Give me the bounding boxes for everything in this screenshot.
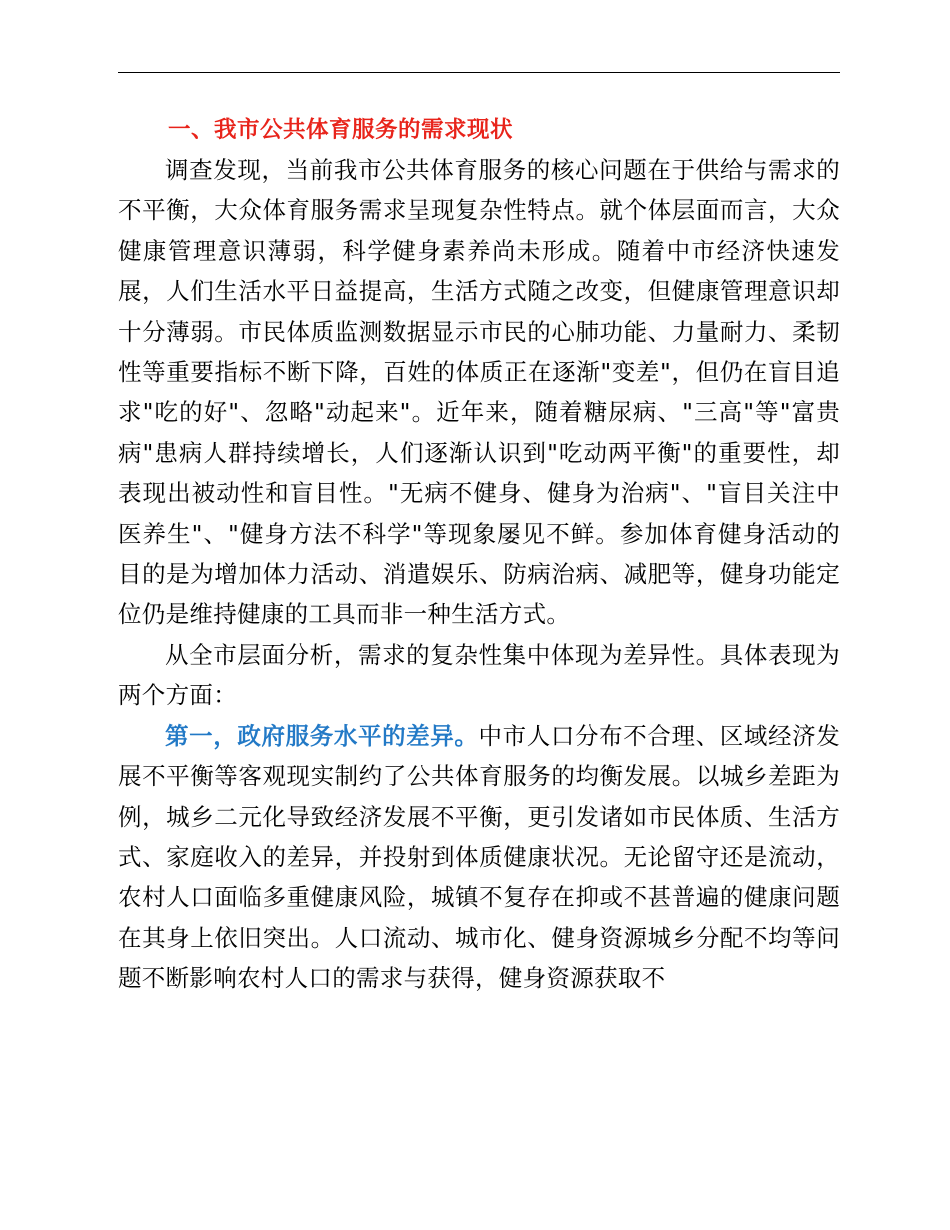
- paragraph-city-level: 从全市层面分析，需求的复杂性集中体现为差异性。具体表现为两个方面：: [118, 640, 840, 710]
- header-rule: [118, 72, 840, 73]
- section-heading: 一、我市公共体育服务的需求现状: [168, 117, 514, 143]
- paragraph-lead-phrase: 第一，政府服务水平的差异。: [165, 721, 479, 750]
- paragraph-body-text: 中市人口分布不合理、区域经济发展不平衡等客观现实制约了公共体育服务的均衡发展。以城乡差距为例，城乡二元化导致经济发展不平衡，更引发诸如市民体质、生活方式、家庭收入的差异，并投射到体质健康状况。无论留守还是流动，农村人口面临多重健康风险，城镇不复存在抑或不甚普遍的健康问题在其身上依旧突出。人口流动、城市化、健身资源城乡分配不均等问题不断影响农村人口的需求与获得，健身资源获取不: [118, 721, 841, 993]
- document-body: [118, 110, 840, 999]
- paragraph-individual-level: 调查发现，当前我市公共体育服务的核心问题在于供给与需求的不平衡，大众体育服务需求呈现复杂性特点。就个体层面而言，大众健康管理意识薄弱，科学健身素养尚未形成。随着中市经济快速发展，人们生活水平日益提高，生活方式随之改变，但健康管理意识却十分薄弱。市民体质监测数据显示市民的心肺功能、力量耐力、柔韧性等重要指标不断下降，百姓的体质正在逐渐"变差"，但仍在盲目追求"吃的好"、忽略"动起来"。近年来，随着糖尿病、"三高"等"富贵病"患病人群持续增长，人们逐渐认识到"吃动两平衡"的重要性，却表现出被动性和盲目性。"无病不健身、健身为治病"、"盲目关注中医养生"、"健身方法不科学"等现象屡见不鲜。参加体育健身活动的目的是为增加体力活动、消遣娱乐、防病治病、减肥等，健身功能定位仍是维持健康的工具而非一种生活方式。: [118, 156, 840, 629]
- paragraph-government-difference: [118, 716, 840, 999]
